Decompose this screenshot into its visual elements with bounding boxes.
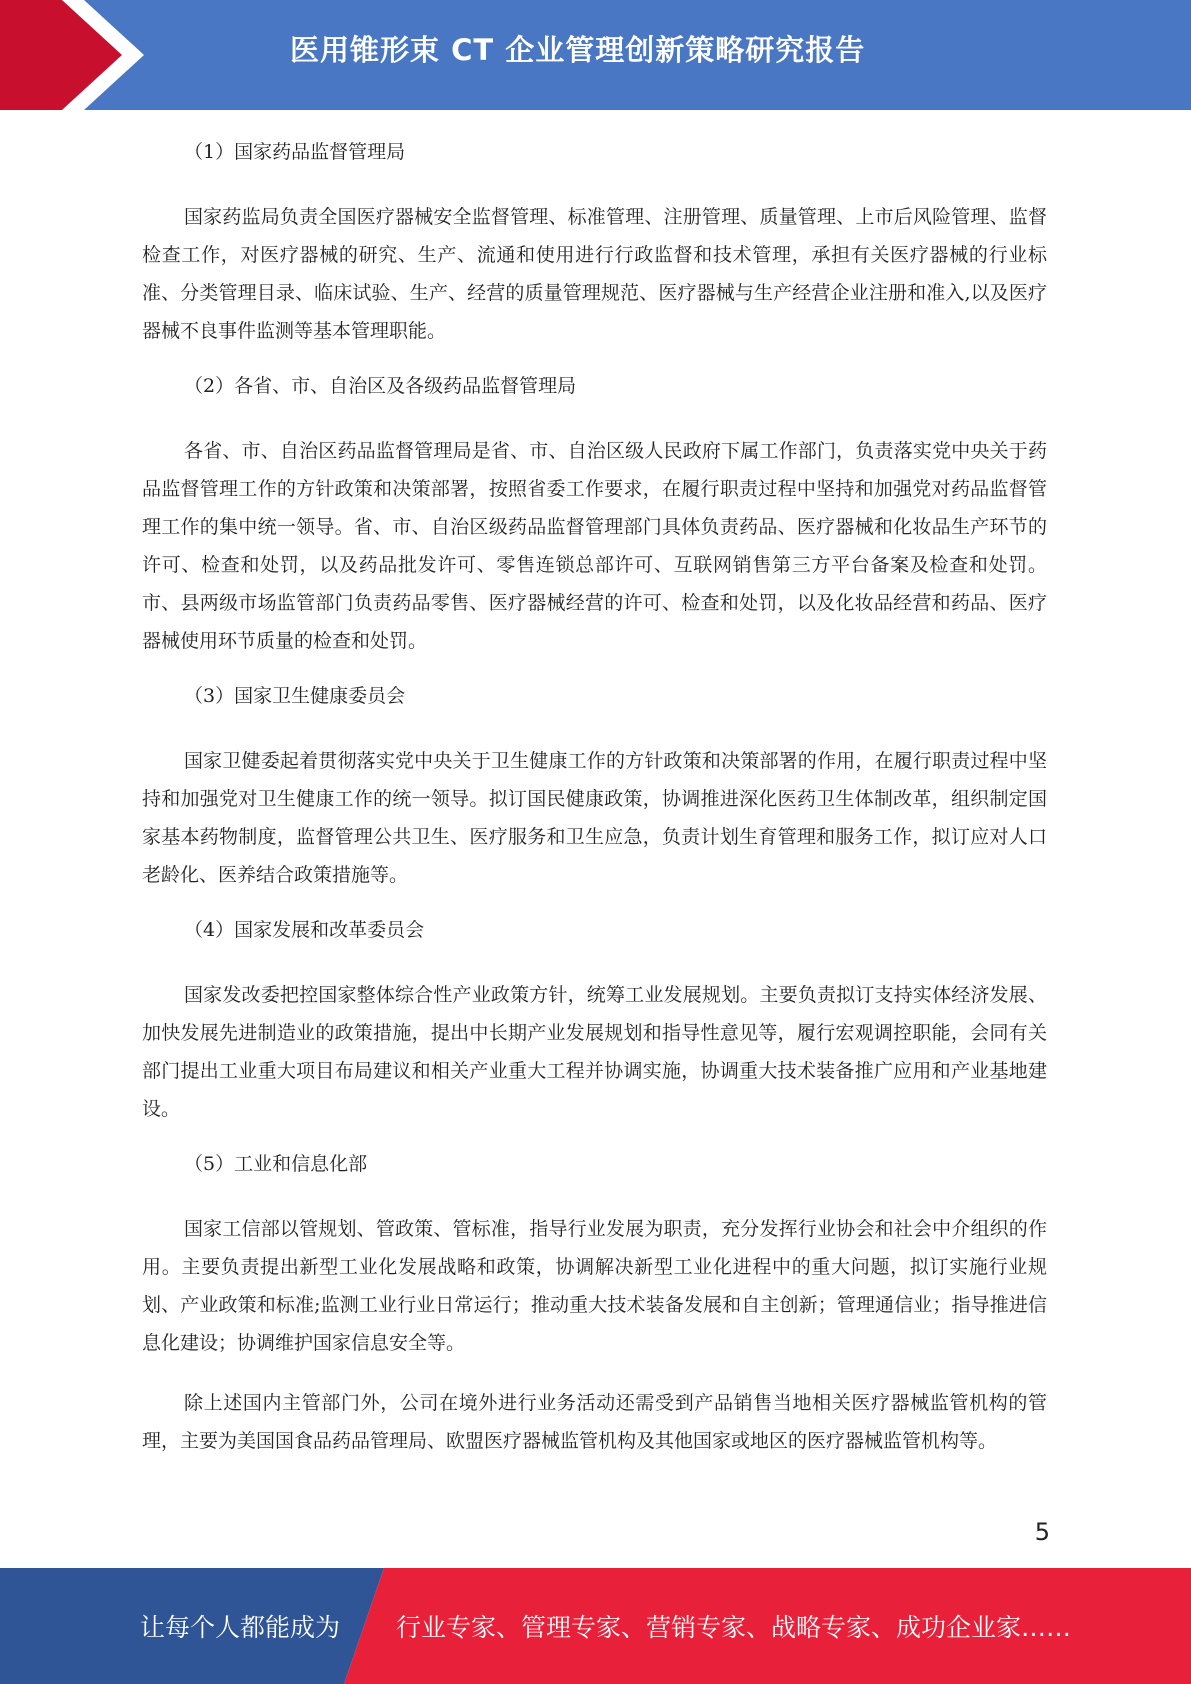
section-paragraph: 国家药监局负责全国医疗器械安全监督管理、标准管理、注册管理、质量管理、上市后风险管理、监督检查工作，对医疗器械的研究、生产、流通和使用进行行政监督和技术管理，承担有关医疗器械的行业标准、分类管理目录、临床试验、生产、经营的质量管理规范、医疗器械与生产经营企业注册和准入,以及医疗器械不良事件监测等基本管理职能。	[142, 206, 1047, 342]
report-title: 医用锥形束 CT 企业管理创新策略研究报告	[290, 33, 866, 67]
section-heading: （2）各省、市、自治区及各级药品监督管理局	[184, 375, 577, 397]
section-3	[142, 682, 1047, 894]
closing-paragraph: 除上述国内主管部门外，公司在境外进行业务活动还需受到产品销售当地相关医疗器械监管机构的管理，主要为美国国食品药品管理局、欧盟医疗器械监管机构及其他国家或地区的医疗器械监管机构等。	[142, 1392, 1047, 1452]
section-5	[142, 1150, 1047, 1460]
section-paragraph: 国家发改委把控国家整体综合性产业政策方针，统筹工业发展规划。主要负责拟订支持实体经济发展、加快发展先进制造业的政策措施，提出中长期产业发展规划和指导性意见等，履行宏观调控职能，会同有关部门提出工业重大项目布局建议和相关产业重大工程并协调实施，协调重大技术装备推广应用和产业基地建设。	[142, 984, 1047, 1120]
section-paragraph: 国家工信部以管规划、管政策、管标准，指导行业发展为职责，充分发挥行业协会和社会中介组织的作用。主要负责提出新型工业化发展战略和政策，协调解决新型工业化进程中的重大问题，拟订实施行业规划、产业政策和标准;监测工业行业日常运行；推动重大技术装备发展和自主创新；管理通信业；指导推进信息化建设；协调维护国家信息安全等。	[142, 1218, 1047, 1354]
section-paragraph: 各省、市、自治区药品监督管理局是省、市、自治区级人民政府下属工作部门，负责落实党中央关于药品监督管理工作的方针政策和决策部署，按照省委工作要求，在履行职责过程中坚持和加强党对药品监督管理工作的集中统一领导。省、市、自治区级药品监督管理部门具体负责药品、医疗器械和化妆品生产环节的许可、检查和处罚，以及药品批发许可、零售连锁总部许可、互联网销售第三方平台备案及检查和处罚。市、县两级市场监管部门负责药品零售、医疗器械经营的许可、检查和处罚，以及化妆品经营和药品、医疗器械使用环节质量的检查和处罚。	[142, 440, 1047, 652]
page-footer	[0, 1568, 1191, 1684]
section-2	[142, 372, 1047, 660]
page-header	[0, 0, 1191, 110]
document-body	[142, 138, 1047, 1482]
footer-slogan-left: 让每个人都能成为	[140, 1613, 341, 1642]
section-heading: （4）国家发展和改革委员会	[184, 919, 425, 941]
section-4	[142, 916, 1047, 1128]
section-heading: （5）工业和信息化部	[184, 1153, 368, 1175]
page-number: 5	[1034, 1518, 1050, 1546]
footer-slogan-right: 行业专家、管理专家、营销专家、战略专家、成功企业家……	[396, 1613, 1072, 1642]
section-1	[142, 138, 1047, 350]
section-heading: （1）国家药品监督管理局	[184, 141, 406, 163]
section-heading: （3）国家卫生健康委员会	[184, 685, 406, 707]
header-chevron-decoration	[0, 0, 160, 110]
section-paragraph: 国家卫健委起着贯彻落实党中央关于卫生健康工作的方针政策和决策部署的作用，在履行职责过程中坚持和加强党对卫生健康工作的统一领导。拟订国民健康政策，协调推进深化医药卫生体制改革，组织制定国家基本药物制度，监督管理公共卫生、医疗服务和卫生应急，负责计划生育管理和服务工作，拟订应对人口老龄化、医养结合政策措施等。	[142, 750, 1047, 886]
